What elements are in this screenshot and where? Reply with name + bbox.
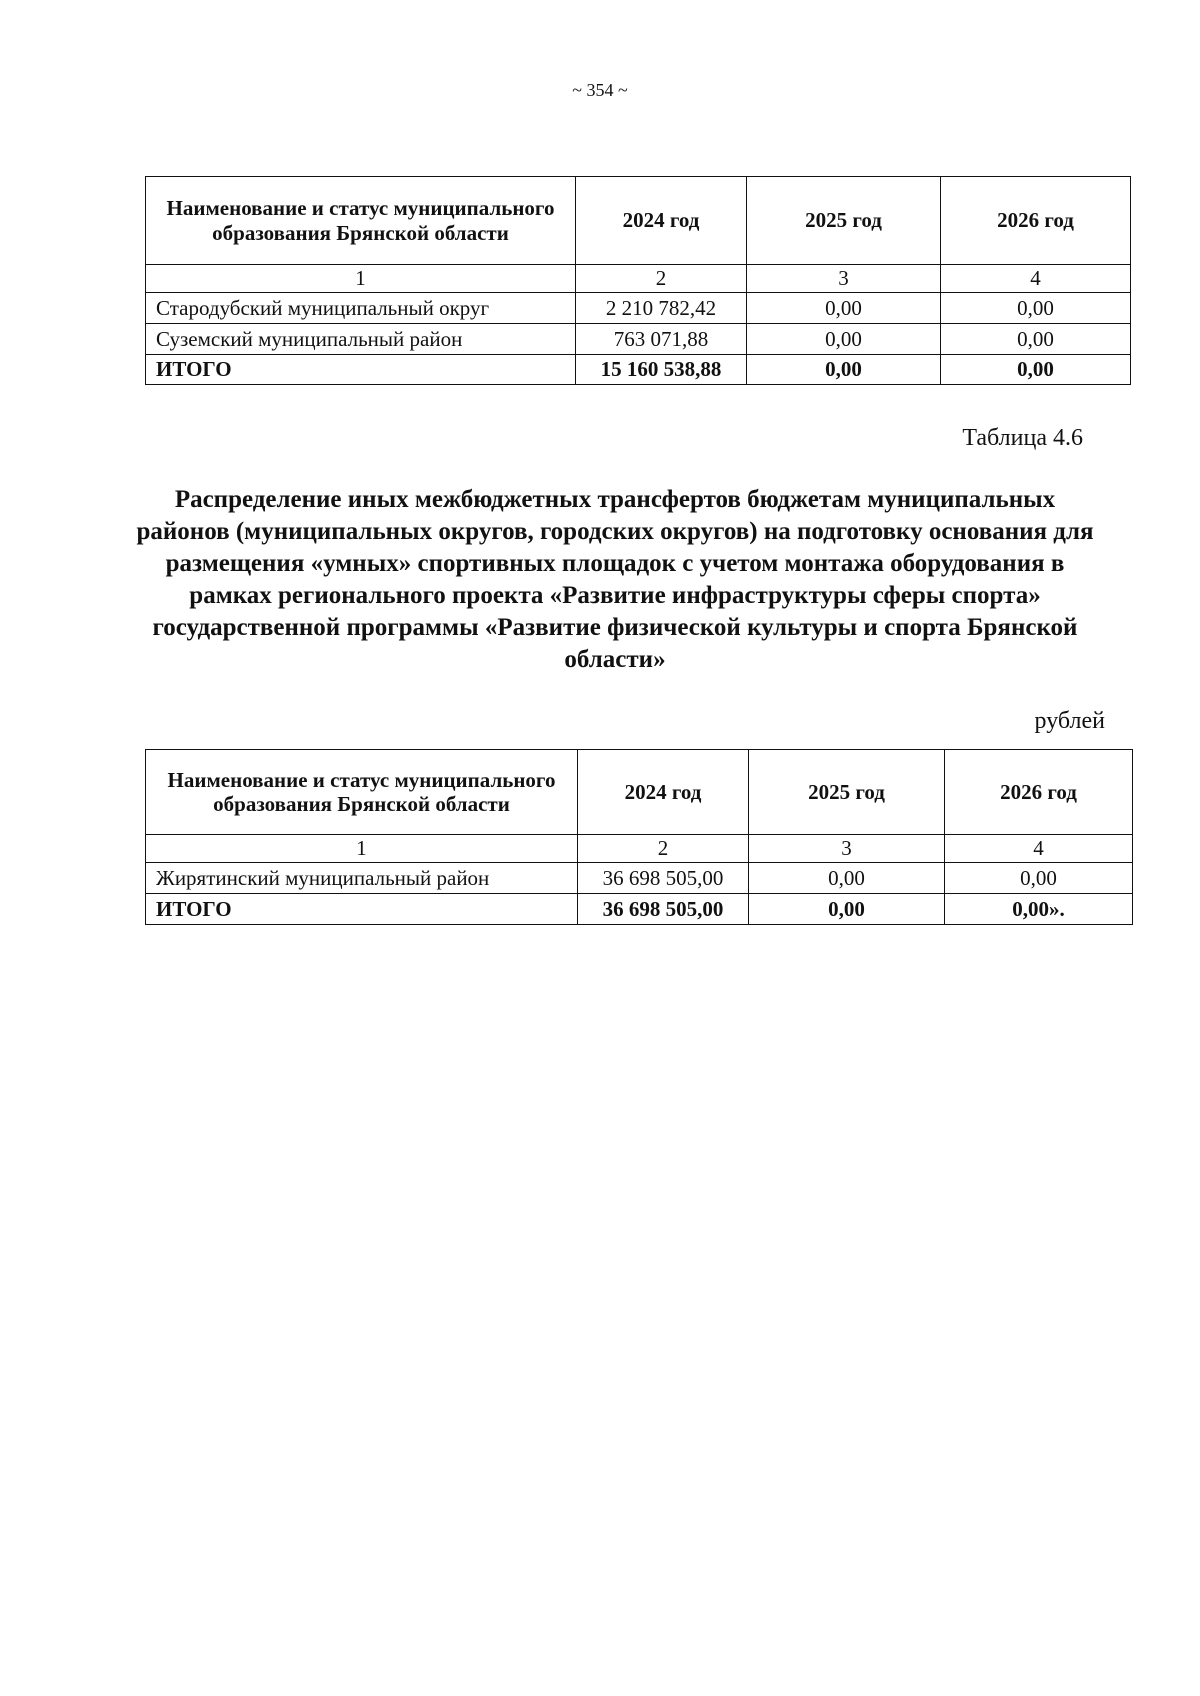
col-index: 2 — [578, 835, 749, 863]
total-2026: 0,00». — [945, 894, 1133, 925]
total-2025: 0,00 — [749, 894, 945, 925]
municipality-name: Суземский муниципальный район — [146, 324, 576, 355]
total-label: ИТОГО — [146, 355, 576, 385]
table-title: Распределение иных межбюджетных трансфертов бюджетам муниципальных районов (муниципальных округов, городских округов) на подготовку основания для размещения «умных» спортивных площадок с учетом монтажа оборудования в рамках регионального проекта «Развитие инфраструктуры сферы спорта» государственной программы «Развитие физической культуры и спорта Брянской области» — [136, 486, 1094, 673]
page-number: ~ 354 ~ — [572, 80, 628, 100]
col-header-2026: 2026 год — [941, 177, 1131, 265]
value-2025: 0,00 — [749, 863, 945, 894]
value-2025: 0,00 — [747, 293, 941, 324]
column-index-row — [146, 265, 1131, 293]
col-header-municipality: Наименование и статус муниципального образования Брянской области — [146, 750, 578, 835]
table-row — [146, 863, 1133, 894]
column-index-row — [146, 835, 1133, 863]
col-index: 2 — [576, 265, 747, 293]
col-header-2024: 2024 год — [576, 177, 747, 265]
col-index: 3 — [749, 835, 945, 863]
col-header-2025: 2025 год — [749, 750, 945, 835]
col-index: 4 — [941, 265, 1131, 293]
table-row — [146, 324, 1131, 355]
total-label: ИТОГО — [146, 894, 578, 925]
value-2024: 763 071,88 — [576, 324, 747, 355]
municipality-name: Жирятинский муниципальный район — [146, 863, 578, 894]
total-2024: 15 160 538,88 — [576, 355, 747, 385]
municipality-name: Стародубский муниципальный округ — [146, 293, 576, 324]
total-row — [146, 894, 1133, 925]
table-row — [146, 293, 1131, 324]
col-index: 1 — [146, 835, 578, 863]
total-2026: 0,00 — [941, 355, 1131, 385]
col-index: 1 — [146, 265, 576, 293]
total-2025: 0,00 — [747, 355, 941, 385]
value-2026: 0,00 — [941, 324, 1131, 355]
value-2025: 0,00 — [747, 324, 941, 355]
table-number-label: Таблица 4.6 — [962, 425, 1083, 451]
currency-unit: рублей — [1034, 708, 1105, 734]
total-row — [146, 355, 1131, 385]
col-header-2025: 2025 год — [747, 177, 941, 265]
value-2026: 0,00 — [941, 293, 1131, 324]
col-header-2024: 2024 год — [578, 750, 749, 835]
col-header-2026: 2026 год — [945, 750, 1133, 835]
col-header-municipality: Наименование и статус муниципального образования Брянской области — [146, 177, 576, 265]
table-header-row — [146, 177, 1131, 265]
table-header-row — [146, 750, 1133, 835]
col-index: 3 — [747, 265, 941, 293]
transfer-table-continued — [145, 176, 1131, 385]
transfer-table-4-6 — [145, 749, 1133, 925]
value-2026: 0,00 — [945, 863, 1133, 894]
total-2024: 36 698 505,00 — [578, 894, 749, 925]
value-2024: 2 210 782,42 — [576, 293, 747, 324]
value-2024: 36 698 505,00 — [578, 863, 749, 894]
col-index: 4 — [945, 835, 1133, 863]
